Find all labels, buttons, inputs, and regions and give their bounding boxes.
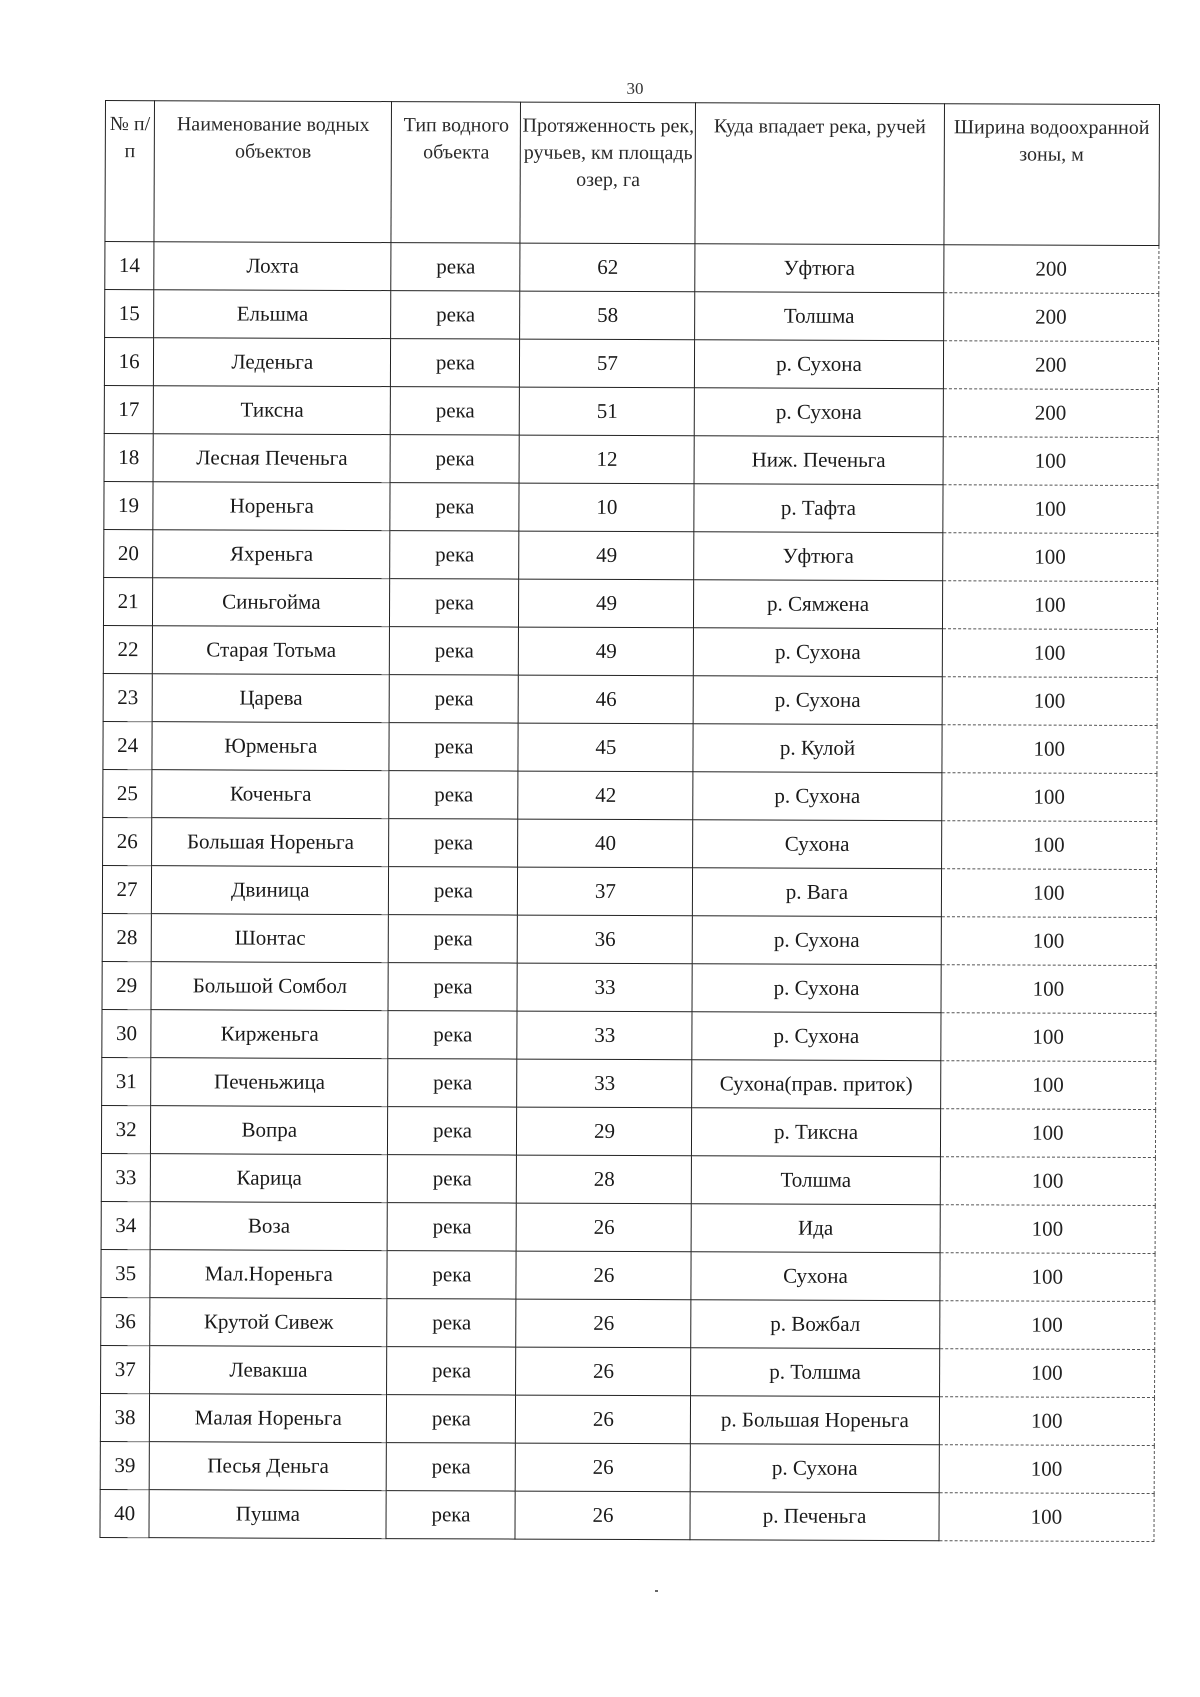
- cell-num: 28: [102, 913, 151, 961]
- cell-width: 100: [939, 1493, 1155, 1542]
- cell-type: река: [388, 1107, 517, 1155]
- cell-mouth: р. Сухона: [692, 964, 940, 1013]
- cell-type: река: [391, 291, 520, 339]
- cell-width: 100: [942, 629, 1158, 678]
- cell-type: река: [388, 1011, 517, 1059]
- cell-mouth: р. Тиксна: [692, 1108, 940, 1157]
- cell-name: Царева: [152, 674, 389, 723]
- cell-num: 36: [101, 1297, 150, 1345]
- cell-num: 25: [103, 769, 152, 817]
- cell-type: река: [391, 339, 520, 387]
- cell-num: 22: [103, 625, 152, 673]
- cell-mouth: р. Сухона: [693, 772, 941, 821]
- cell-width: 200: [943, 341, 1159, 390]
- cell-type: река: [388, 1203, 517, 1251]
- cell-length: 26: [517, 1203, 692, 1252]
- header-name: Наименование водных объектов: [154, 101, 392, 243]
- cell-name: Юрменьга: [152, 722, 389, 771]
- table-row: [103, 625, 1157, 677]
- cell-num: 40: [100, 1489, 149, 1537]
- header-mouth: Куда впадает река, ручей: [695, 103, 944, 245]
- cell-length: 26: [516, 1299, 691, 1348]
- table-row: [104, 338, 1158, 390]
- cell-mouth: р. Большая Нореньга: [691, 1396, 939, 1445]
- header-num: № п/п: [105, 101, 155, 242]
- cell-num: 15: [105, 290, 154, 338]
- cell-num: 34: [101, 1201, 150, 1249]
- cell-length: 33: [517, 1059, 692, 1108]
- scan-mark: [655, 1590, 658, 1592]
- cell-width: 100: [941, 965, 1157, 1014]
- cell-num: 20: [104, 529, 153, 577]
- cell-type: река: [388, 1155, 517, 1203]
- cell-mouth: р. Вожбал: [691, 1300, 939, 1349]
- cell-type: река: [390, 627, 519, 675]
- cell-mouth: Уфтюга: [695, 244, 943, 293]
- cell-length: 42: [518, 771, 693, 820]
- table-row: [101, 1201, 1155, 1253]
- cell-type: река: [389, 723, 518, 771]
- table-row: [101, 1153, 1155, 1205]
- table-row: [103, 577, 1157, 629]
- cell-mouth: р. Печеньга: [690, 1492, 938, 1541]
- cell-length: 40: [518, 819, 693, 868]
- table-row: [103, 817, 1157, 869]
- cell-name: Лесная Печеньга: [153, 434, 390, 483]
- header-type: Тип водного объекта: [391, 102, 521, 243]
- cell-length: 46: [519, 675, 694, 724]
- cell-name: Малая Нореньга: [150, 1394, 387, 1443]
- header-row: [105, 101, 1160, 246]
- header-length: Протяженность рек, ручьев, км площадь озер, га: [520, 102, 695, 244]
- cell-name: Старая Тотьма: [152, 626, 389, 675]
- cell-type: река: [387, 1299, 516, 1347]
- cell-length: 29: [517, 1107, 692, 1156]
- cell-length: 36: [518, 915, 693, 964]
- table-row: [105, 242, 1159, 294]
- cell-name: Лохта: [154, 242, 391, 291]
- cell-width: 100: [941, 869, 1157, 918]
- cell-width: 200: [943, 389, 1159, 438]
- cell-type: река: [390, 675, 519, 723]
- cell-num: 17: [104, 385, 153, 433]
- cell-type: река: [390, 531, 519, 579]
- cell-length: 28: [517, 1155, 692, 1204]
- cell-num: 24: [103, 721, 152, 769]
- table-body: [100, 242, 1159, 1542]
- table-row: [100, 1489, 1154, 1541]
- cell-mouth: р. Сухона: [694, 628, 942, 677]
- header-width: Ширина водоохранной зоны, м: [944, 104, 1160, 246]
- cell-length: 33: [517, 1011, 692, 1060]
- table-row: [104, 433, 1158, 485]
- cell-length: 58: [520, 291, 695, 340]
- table-row: [104, 529, 1158, 581]
- cell-type: река: [390, 579, 519, 627]
- cell-name: Печеньжица: [151, 1058, 388, 1107]
- cell-type: река: [390, 483, 519, 531]
- cell-num: 21: [103, 577, 152, 625]
- cell-num: 33: [101, 1153, 150, 1201]
- table-row: [100, 1441, 1154, 1493]
- cell-name: Песья Деньга: [149, 1442, 386, 1491]
- cell-length: 51: [520, 387, 695, 436]
- cell-type: река: [387, 1443, 516, 1491]
- table-row: [103, 673, 1157, 725]
- cell-width: 100: [940, 1205, 1156, 1254]
- table-row: [102, 865, 1156, 917]
- cell-num: 19: [104, 481, 153, 529]
- cell-width: 100: [940, 1157, 1156, 1206]
- cell-width: 100: [940, 1109, 1156, 1158]
- cell-name: Крутой Сивеж: [150, 1298, 387, 1347]
- cell-num: 26: [103, 817, 152, 865]
- cell-name: Нореньга: [153, 482, 390, 531]
- cell-length: 26: [516, 1251, 691, 1300]
- cell-width: 100: [940, 1013, 1156, 1062]
- cell-width: 100: [939, 1445, 1155, 1494]
- water-bodies-table: [99, 100, 1160, 1542]
- table-row: [104, 481, 1158, 533]
- cell-width: 200: [943, 245, 1159, 294]
- cell-width: 100: [939, 1253, 1155, 1302]
- cell-width: 100: [942, 581, 1158, 630]
- cell-width: 100: [941, 917, 1157, 966]
- table-header: [105, 101, 1160, 246]
- cell-type: река: [387, 1395, 516, 1443]
- cell-name: Синьгойма: [153, 578, 390, 627]
- cell-mouth: р. Тафта: [694, 484, 942, 533]
- cell-length: 45: [518, 723, 693, 772]
- table-row: [101, 1105, 1155, 1157]
- cell-num: 29: [102, 961, 151, 1009]
- cell-mouth: Сухона: [691, 1252, 939, 1301]
- table-row: [102, 961, 1156, 1013]
- cell-length: 10: [519, 483, 694, 532]
- cell-mouth: р. Вага: [693, 868, 941, 917]
- cell-mouth: Сухона: [693, 820, 941, 869]
- cell-num: 38: [100, 1393, 149, 1441]
- cell-width: 100: [940, 1061, 1156, 1110]
- cell-name: Коченьга: [152, 770, 389, 819]
- cell-num: 23: [103, 673, 152, 721]
- table-row: [102, 1057, 1156, 1109]
- cell-width: 100: [943, 437, 1159, 486]
- cell-num: 35: [101, 1249, 150, 1297]
- cell-type: река: [389, 915, 518, 963]
- cell-mouth: р. Сямжена: [694, 580, 942, 629]
- cell-name: Шонтас: [151, 914, 388, 963]
- table-row: [102, 1009, 1156, 1061]
- cell-name: Двиница: [152, 866, 389, 915]
- cell-name: Ельшма: [154, 290, 391, 339]
- page-number: 30: [626, 79, 644, 98]
- cell-num: 31: [102, 1057, 151, 1105]
- cell-mouth: р. Сухона: [691, 1444, 939, 1493]
- cell-length: 26: [516, 1395, 691, 1444]
- cell-name: Карица: [150, 1154, 387, 1203]
- cell-mouth: Уфтюга: [694, 532, 942, 581]
- cell-width: 100: [942, 677, 1158, 726]
- cell-length: 49: [519, 531, 694, 580]
- cell-width: 100: [942, 725, 1158, 774]
- cell-name: Кирженьга: [151, 1010, 388, 1059]
- cell-name: Яхреньга: [153, 530, 390, 579]
- cell-width: 100: [939, 1397, 1155, 1446]
- cell-type: река: [386, 1491, 515, 1539]
- cell-width: 100: [942, 533, 1158, 582]
- cell-width: 100: [942, 485, 1158, 534]
- cell-mouth: р. Сухона: [693, 676, 941, 725]
- cell-name: Пушма: [149, 1490, 386, 1539]
- cell-type: река: [389, 819, 518, 867]
- cell-length: 62: [520, 243, 695, 292]
- cell-type: река: [389, 867, 518, 915]
- cell-type: река: [388, 963, 517, 1011]
- cell-length: 57: [520, 339, 695, 388]
- cell-num: 27: [102, 865, 151, 913]
- cell-mouth: Сухона(прав. приток): [692, 1060, 940, 1109]
- cell-mouth: Толшма: [692, 1156, 940, 1205]
- cell-mouth: Ниж. Печеньга: [694, 436, 942, 485]
- cell-name: Воза: [150, 1202, 387, 1251]
- table-row: [101, 1345, 1155, 1397]
- cell-name: Вопра: [151, 1106, 388, 1155]
- cell-name: Тиксна: [153, 386, 390, 435]
- cell-length: 33: [517, 963, 692, 1012]
- cell-mouth: р. Сухона: [692, 1012, 940, 1061]
- cell-mouth: р. Сухона: [695, 388, 943, 437]
- cell-width: 100: [939, 1301, 1155, 1350]
- cell-num: 32: [101, 1105, 150, 1153]
- cell-name: Большая Нореньга: [152, 818, 389, 867]
- cell-name: Леденьга: [154, 338, 391, 387]
- cell-num: 16: [104, 338, 153, 386]
- table-row: [102, 913, 1156, 965]
- cell-length: 37: [518, 867, 693, 916]
- cell-mouth: Ида: [691, 1204, 939, 1253]
- table-row: [103, 769, 1157, 821]
- cell-name: Мал.Нореньга: [150, 1250, 387, 1299]
- cell-length: 26: [516, 1443, 691, 1492]
- cell-width: 100: [939, 1349, 1155, 1398]
- table-row: [105, 290, 1159, 342]
- cell-type: река: [391, 387, 520, 435]
- table-row: [101, 1249, 1155, 1301]
- cell-length: 26: [516, 1347, 691, 1396]
- cell-mouth: р. Кулой: [693, 724, 941, 773]
- cell-mouth: р. Сухона: [693, 916, 941, 965]
- table-row: [103, 721, 1157, 773]
- cell-num: 37: [101, 1345, 150, 1393]
- table-row: [101, 1297, 1155, 1349]
- cell-name: Левакша: [150, 1346, 387, 1395]
- cell-num: 30: [102, 1009, 151, 1057]
- cell-type: река: [389, 771, 518, 819]
- cell-length: 26: [515, 1491, 690, 1540]
- cell-mouth: р. Толшма: [691, 1348, 939, 1397]
- cell-type: река: [391, 243, 520, 291]
- cell-width: 200: [943, 293, 1159, 342]
- table-row: [104, 385, 1158, 437]
- cell-type: река: [387, 1347, 516, 1395]
- cell-name: Большой Сомбол: [151, 962, 388, 1011]
- cell-num: 14: [105, 242, 154, 290]
- cell-length: 49: [519, 627, 694, 676]
- cell-width: 100: [941, 821, 1157, 870]
- cell-length: 12: [519, 435, 694, 484]
- cell-mouth: р. Сухона: [695, 340, 943, 389]
- cell-type: река: [388, 1059, 517, 1107]
- cell-num: 39: [100, 1441, 149, 1489]
- cell-mouth: Толшма: [695, 292, 943, 341]
- cell-width: 100: [941, 773, 1157, 822]
- cell-length: 49: [519, 579, 694, 628]
- cell-num: 18: [104, 433, 153, 481]
- table-row: [100, 1393, 1154, 1445]
- cell-type: река: [387, 1251, 516, 1299]
- cell-type: река: [390, 435, 519, 483]
